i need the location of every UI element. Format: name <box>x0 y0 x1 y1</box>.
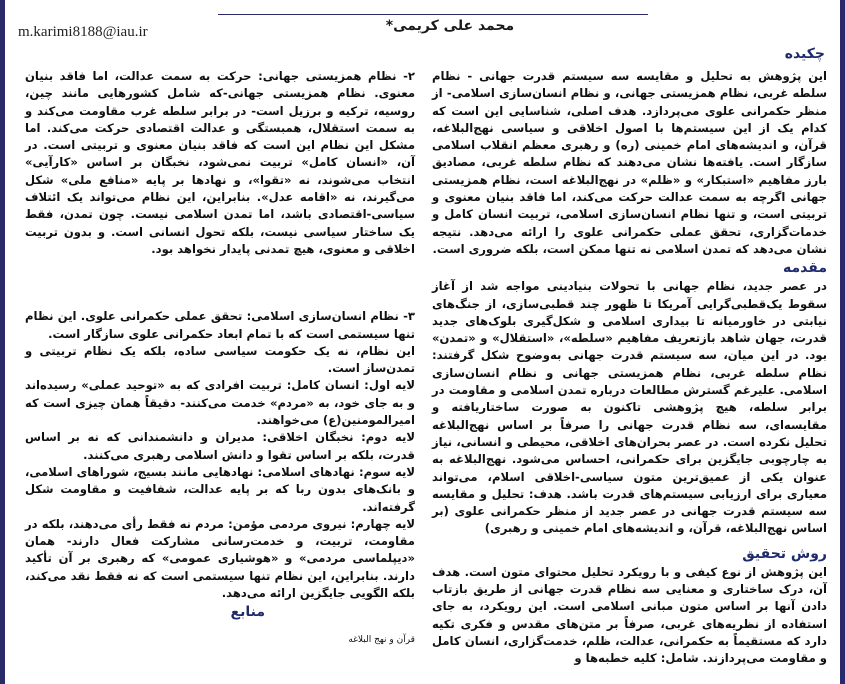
page-border-right <box>840 0 845 684</box>
abstract-text: این پژوهش به تحلیل و مقایسه سه سیستم قدرت جهانی - نظام سلطه غربی، نظام همزیستی جهانی، و نظام انسان‌سازی اسلامی- از منظر حکمرانی علوی می‌پردازد. هدف اصلی، شناسایی این است که کدام یک از این سیستم‌ها با اصول اخلاقی و سیاسی نهج‌البلاغه، قرآن، و اندیشه‌های امام خمینی (ره) و رهبری معظم انقلاب اسلامی سازگار است. یافته‌ها نشان می‌دهند که نظام سلطه غربی، مصادیق بارز مفاهیم «استبکار» و «ظلم» در نهج‌البلاغه است، نظام همزیستی جهانی اگرچه به سمت عدالت حرکت می‌کند، اما فاقد بنیان معنوی و تربیتی است، و تنها نظام انسان‌سازی اسلامی، تربیت انسان کامل و خدمات‌گزاری، تحقق عملی حکمرانی علوی را ارائه می‌دهد. نتیجه نشان می‌دهد که تمدن اسلامی نه تنها ممکن است، بلکه ضروری است. <box>432 69 827 256</box>
abstract-heading: چکیده <box>784 46 825 62</box>
layer-4: لایه چهارم: نیروی مردمی مؤمن: مردم نه فقط رأی می‌دهند، بلکه در مقاومت، تربیت، و خدمت‌رسانی مشارکت فعال دارند- همان «دیپلماسی مردمی» و «هوشیاری عمومی» که رهبری بر آن تأکید دارند. بنابراین، این نظام تنها سیستمی است که نه فقط نقد می‌کند، بلکه الگویی جایگزین ارائه می‌دهد. <box>25 516 415 601</box>
layer-2: لایه دوم: نخبگان اخلاقی: مدیران و دانشمندانی که نه بر اساس قدرت، بلکه بر اساس تقوا و دانش اسلامی رهبری می‌کنند. <box>25 430 415 462</box>
title-remnant <box>200 0 600 5</box>
sources-heading: منابع <box>230 604 265 621</box>
section-2-text: ۲- نظام همزیستی جهانی: حرکت به سمت عدالت، اما فاقد بنیان معنوی. نظام همزیستی جهانی-که شامل کشورهایی مانند چین، روسیه، ترکیه و برزیل است- در برابر سلطه غرب مقاومت می‌کند و به سمت استقلال، همبستگی و عدالت اقتصادی حرکت می‌کند. اما مشکل این نظام این است که فاقد بنیان معنوی و تربیتی است. در آن، «انسان کامل» تربیت نمی‌شود، نخبگان بر اساس «کارآیی» انتخاب می‌شوند، نه «تقوا»، و نهادها بر پایه «منافع ملی» شکل می‌گیرند، نه «اقامه عدل». بنابراین، این نظام می‌تواند یک ائتلاف سیاسی-اقتصادی باشد، اما تمدن اسلامی نیست. چون تمدن، فقط یک ساختار سیاسی نیست، بلکه تحول انسانی است. و بدون تربیت اخلاقی و معنوی، هیچ تمدنی پایدار نخواهد بود. <box>25 69 415 256</box>
right-column <box>432 68 827 668</box>
layer-1: لایه اول: انسان کامل: تربیت افرادی که به «توحید عملی» رسیده‌اند و به جای خود، به «مردم» خدمت می‌کنند- دقیقاً همان چیزی است که امیرالمومنین(ع) می‌خواهند. <box>25 378 415 428</box>
title-divider <box>218 14 648 15</box>
method-text: این پژوهش از نوع کیفی و با رویکرد تحلیل محتوای متون است. هدف آن، درک ساختاری و معنایی سه نظام قدرت جهانی از طریق بازتاب دادن آنها بر اساس متون مبانی اسلامی است. این رویکرد، به جای استفاده از نظریه‌های غربی، صرفاً بر متن‌های مقدس و فکری تکیه دارد که مستقیماً به حکمرانی، عدالت، ظلم، خدمت‌گزاری، انسان کامل و مقاومت می‌پردازند. شامل: کلیه خطبه‌ها و <box>432 564 827 666</box>
method-heading: روش تحقیق <box>742 545 827 562</box>
author-email[interactable]: m.karimi8188@iau.ir <box>18 24 148 40</box>
intro-heading: مقدمه <box>783 260 827 277</box>
intro-text: در عصر جدید، نظام جهانی با تحولات بنیادینی مواجه شد از آغاز سقوط یک‌قطبی‌گرایی آمریکا تا ظهور چند قطبی‌سازی، از جنگ‌های نیابتی در خاورمیانه تا بیداری اسلامی و شکل‌گیری بلوک‌های جدید قدرت، جهان شاهد بازتعریف مفاهیم «سلطه»، «استقلال» و «تمدن» بود. در این میان، سه سیستم قدرت جهانی به‌وضوح شکل گرفتند: نظام سلطه غربی، نظام همزیستی جهانی و نظام انسان‌سازی اسلامی. علیرغم گسترش مطالعات درباره تمدن اسلامی و مقاومت در برابر سلطه، هیچ پژوهشی تاکنون به صورت ساختاریافته و مقایسه‌ای، سه نظام قدرت جهانی را صرفاً بر اساس نهج‌البلاغه تحلیل نکرده است. در عصر بحران‌های اخلاقی، محیطی و انسانی، نیاز به چارچوبی جایگزین برای حکمرانی، احساس می‌شود. نهج‌البلاغه به عنوان یکی از عمیق‌ترین متون سیاسی-اخلاقی اسلام، می‌تواند معیاری برای ارزیابی سیستم‌های قدرت باشد. هدف: تحلیل و مقایسه سه سیستم قدرت جهانی در عصر جدید از منظر حکمرانی علوی (بر اساس نهج‌البلاغه، قرآن، و اندیشه‌های امام خمینی و رهبری) <box>432 279 827 536</box>
page-border-left <box>0 0 5 684</box>
section-3-intro: ۳- نظام انسان‌سازی اسلامی: تحقق عملی حکمرانی علوی. این نظام تنها سیستمی است که با تمام ابعاد حکمرانی علوی سازگار است. <box>25 309 415 341</box>
section-3-paragraph: این نظام، نه یک حکومت سیاسی ساده، بلکه یک نظام تربیتی و تمدن‌ساز است. <box>25 343 415 376</box>
source-item: قرآن و نهج البلاغه <box>348 635 415 646</box>
layer-3: لایه سوم: نهادهای اسلامی: نهادهایی مانند بسیج، شوراهای اسلامی، و بانک‌های بدون ربا که بر پایه عدالت، شفافیت و مقاومت شکل گرفته‌اند. <box>25 464 415 514</box>
left-column <box>25 68 415 650</box>
author-name: محمد علی کریمی* <box>385 18 515 34</box>
